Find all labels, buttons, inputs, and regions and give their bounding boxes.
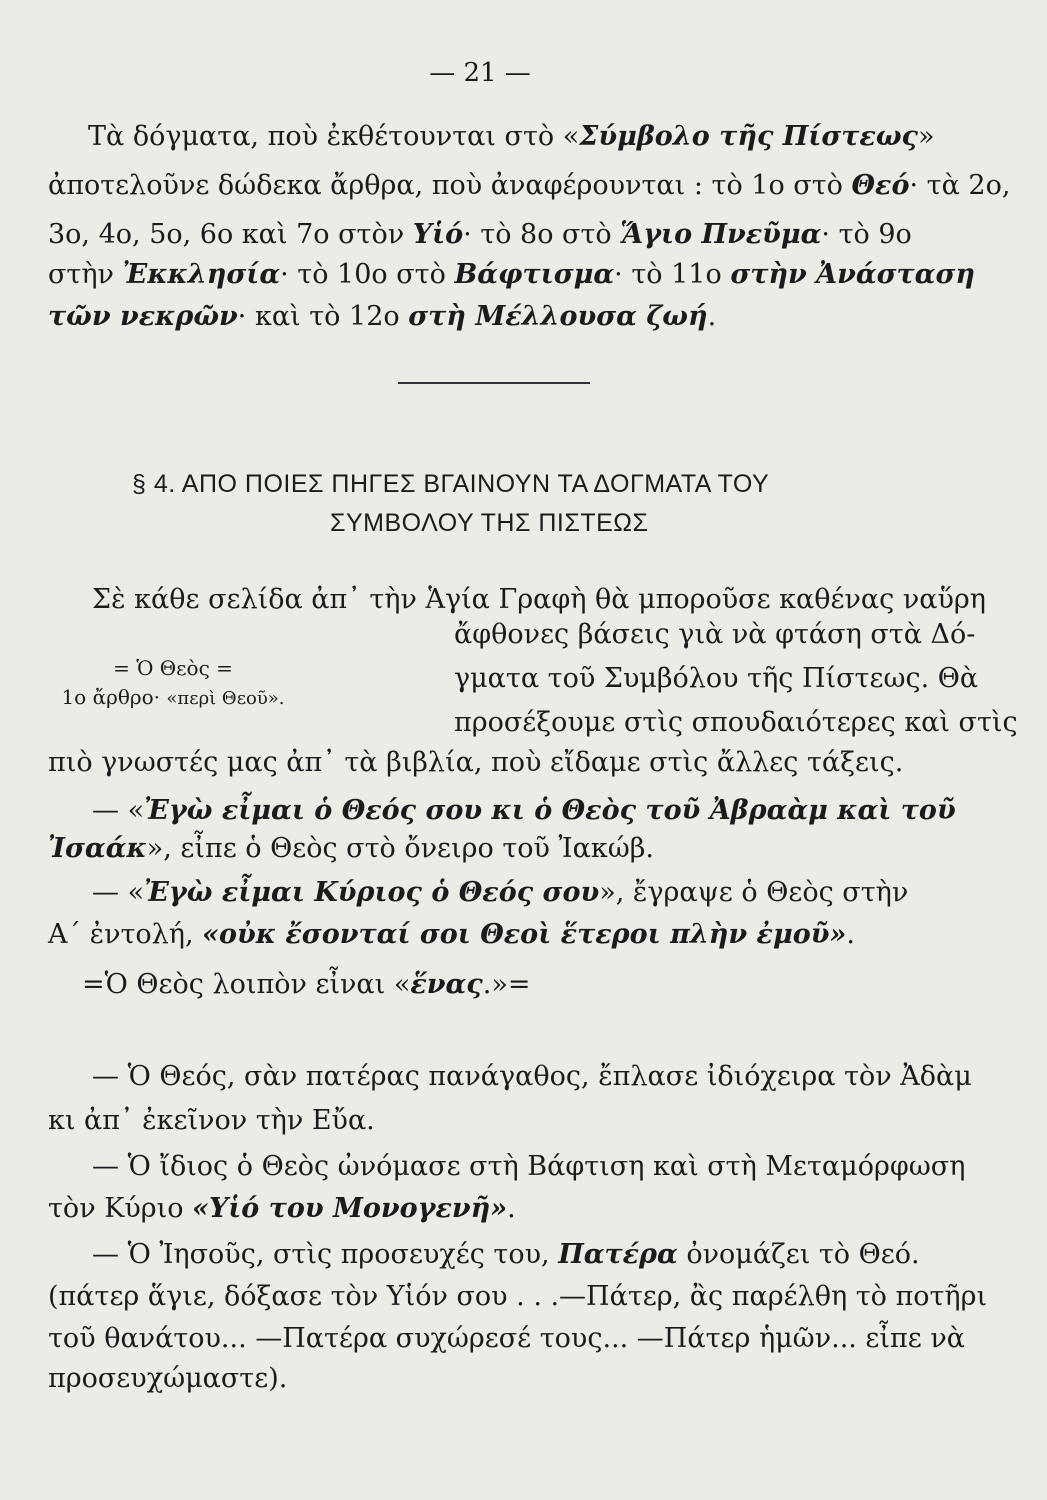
section-divider [398, 382, 590, 384]
page-number: — 21 — [429, 58, 531, 88]
body-prayer-line-3: τοῦ θανάτου... —Πατέρα συχώρεσέ τους... —Πάτερ ἡμῶν... εἶπε νὰ [48, 1323, 965, 1354]
quote-first-commandment: Α´ ἐντολή, «οὐκ ἔσονταί σοι Θεοὶ ἕτεροι πλὴν ἐμοῦ». [48, 919, 855, 950]
body-baptism-line-2: τὸν Κύριο «Υἱό του Μονογενῆ». [48, 1193, 516, 1224]
body-adam-line-2: κι ἀπ᾽ ἐκεῖνον τὴν Εὔα. [48, 1105, 375, 1136]
section-heading-line-1: § 4. ΑΠΟ ΠΟΙΕΣ ΠΗΓΕΣ ΒΓΑΙΝΟΥΝ ΤΑ ΔΟΓΜΑΤΑ ΤΟΥ [132, 470, 770, 498]
intro-line-1: Τὰ δόγματα, ποὺ ἐκθέτουνται στὸ «Σύμβολο τῆς Πίστεως» [88, 121, 935, 152]
intro-line-3: 3ο, 4ο, 5ο, 6ο καὶ 7ο στὸν Υἱό· τὸ 8ο στὸ Ἅγιο Πνεῦμα· τὸ 9ο [48, 219, 912, 250]
body-line-3: γματα τοῦ Συμβόλου τῆς Πίστεως. Θὰ [454, 663, 979, 694]
quote-isaac: Ἰσαάκ», εἶπε ὁ Θεὸς στὸ ὄνειρο τοῦ Ἰακώβ. [48, 833, 654, 864]
quote-abraham: — «Ἐγὼ εἶμαι ὁ Θεός σου κι ὁ Θεὸς τοῦ Ἀβραὰμ καὶ τοῦ [92, 795, 956, 826]
intro-line-4: στὴν Ἐκκλησία· τὸ 10ο στὸ Βάφτισμα· τὸ 11ο στὴν Ἀνάσταση [48, 259, 975, 290]
body-baptism-line-1: — Ὁ ἴδιος ὁ Θεὸς ὠνόμασε στὴ Βάφτιση καὶ στὴ Μεταμόρφωση [92, 1151, 966, 1182]
body-prayer-line-1: — Ὁ Ἰησοῦς, στὶς προσευχές του, Πατέρα ὀνομάζει τὸ Θεό. [92, 1239, 920, 1270]
body-prayer-line-2: (πάτερ ἅγιε, δόξασε τὸν Υἱόν σου . . .—Πάτερ, ἂς παρέλθη τὸ ποτῆρι [48, 1281, 988, 1312]
quote-commandment: — «Ἐγὼ εἶμαι Κύριος ὁ Θεός σου», ἔγραψε ὁ Θεὸς στὴν [92, 877, 909, 908]
conclusion-one-god: =Ὁ Θεὸς λοιπὸν εἶναι «ἕνας.»= [82, 969, 531, 1000]
body-prayer-line-4: προσευχώμαστε). [48, 1363, 288, 1394]
body-line-5: πιὸ γνωστές μας ἀπ᾽ τὰ βιβλία, ποὺ εἴδαμε στὶς ἄλλες τάξεις. [48, 747, 904, 778]
body-line-4: προσέξουμε στὶς σπουδαιότερες καὶ στὶς [454, 707, 1018, 738]
body-adam-line-1: — Ὁ Θεός, σὰν πατέρας πανάγαθος, ἔπλασε ἰδιόχειρα τὸν Ἀδὰμ [92, 1061, 972, 1092]
margin-note-title: = Ὁ Θεὸς = [113, 656, 233, 680]
intro-line-2: ἀποτελοῦνε δώδεκα ἄρθρα, ποὺ ἀναφέρουνται : τὸ 1ο στὸ Θεό· τὰ 2ο, [48, 170, 1011, 201]
margin-note-subtitle: 1ο ἄρθρο· «περὶ Θεοῦ». [61, 685, 285, 709]
intro-line-5: τῶν νεκρῶν· καὶ τὸ 12ο στὴ Μέλλουσα ζωή. [48, 301, 717, 332]
section-heading-line-2: ΣΥΜΒΟΛΟΥ ΤΗΣ ΠΙΣΤΕΩΣ [330, 509, 649, 537]
body-line-2: ἄφθονες βάσεις γιὰ νὰ φτάση στὰ Δό- [454, 619, 976, 650]
body-line-1: Σὲ κάθε σελίδα ἀπ᾽ τὴν Ἁγία Γραφὴ θὰ μποροῦσε καθένας ναὕρη [92, 584, 986, 615]
